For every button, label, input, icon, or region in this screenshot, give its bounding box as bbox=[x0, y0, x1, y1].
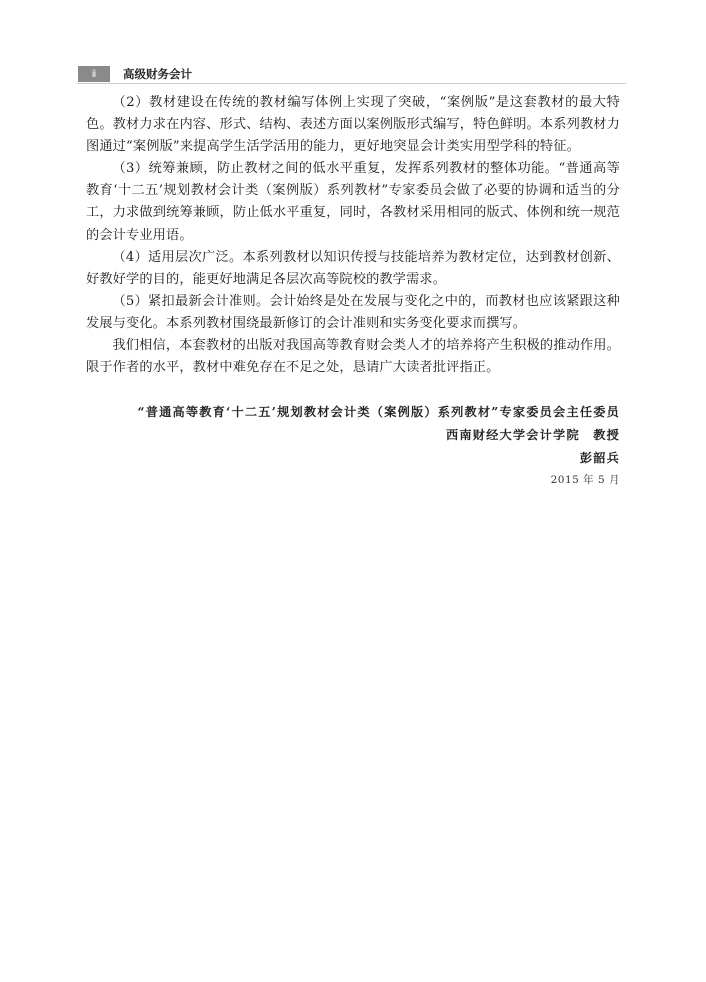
closing-paragraph: 我们相信，本套教材的出版对我国高等教育财会类人才的培养将产生积极的推动作用。限于作者的水平，教材中难免存在不足之处，恳请广大读者批评指正。 bbox=[86, 338, 620, 376]
page-number: ⅱ bbox=[78, 66, 110, 82]
paragraph-4: （4）适用层次广泛。本系列教材以知识传授与技能培养为教材定位，达到教材创新、好教好学的目的，能更好地满足各层次高等院校的教学需求。 bbox=[86, 249, 620, 287]
paragraph-2: （2）教材建设在传统的教材编写体例上实现了突破，“案例版”是这套教材的最大特色。教材力求在内容、形式、结构、表述方面以案例版形式编写，特色鲜明。本系列教材力图通过“案例版”来提高学生活学活用的能力，更好地突显会计类实用型学科的特征。 bbox=[86, 95, 620, 155]
book-title: 高级财务会计 bbox=[123, 67, 192, 81]
signature-block bbox=[86, 401, 620, 490]
date: 2015 年 5 月 bbox=[550, 474, 620, 486]
paragraph-5: （5）紧扣最新会计准则。会计始终是处在发展与变化之中的，而教材也应该紧跟这种发展与变化。本系列教材围绕最新修订的会计准则和实务变化要求而撰写。 bbox=[86, 293, 620, 331]
committee-title: “普通高等教育‘十二五’规划教材会计类（案例版）系列教材”专家委员会主任委员 bbox=[137, 405, 620, 419]
affiliation: 西南财经大学会计学院 教授 bbox=[445, 428, 620, 442]
running-header bbox=[78, 66, 192, 82]
paragraph-3: （3）统筹兼顾，防止教材之间的低水平重复，发挥系列教材的整体功能。“普通高等教育‘十二五’规划教材会计类（案例版）系列教材”专家委员会做了必要的协调和适当的分工，力求做到统筹兼顾，防止低水平重复，同时，各教材采用相同的版式、体例和统一规范的会计专业用语。 bbox=[86, 161, 620, 243]
signer-name: 彭韶兵 bbox=[579, 451, 620, 465]
header-rule bbox=[78, 83, 626, 84]
body-text bbox=[86, 92, 620, 379]
